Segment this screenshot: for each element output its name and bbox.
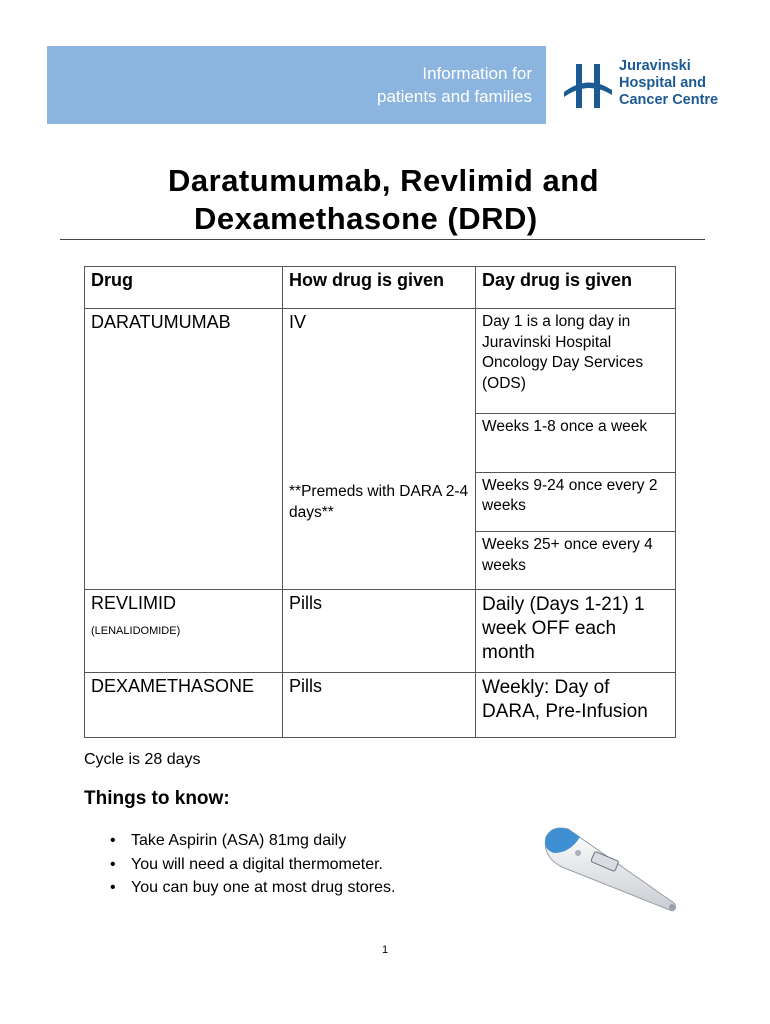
drug-subname-lenalidomide: (LENALIDOMIDE) (91, 625, 181, 637)
schedule-revlimid: Daily (Days 1-21) 1 week OFF each month (482, 594, 645, 663)
route-cell-daratumumab (283, 309, 476, 590)
route-daratumumab: IV (289, 312, 307, 332)
route-cell-revlimid (283, 590, 476, 673)
header-day-given: Day drug is given (476, 267, 676, 309)
logo-line-2: Hospital and (619, 75, 707, 91)
schedule-cell (476, 532, 676, 590)
logo-line-3: Cancer Centre (619, 92, 719, 108)
route-revlimid: Pills (289, 593, 323, 613)
title-line-1: Daratumumab, Revlimid and (168, 163, 600, 198)
logo-text (619, 58, 749, 109)
table-row (85, 309, 676, 414)
drug-cell-daratumumab (85, 309, 283, 590)
schedule-dara-weeks-9-24: Weeks 9-24 once every 2 weeks (482, 476, 658, 515)
header-how-given: How drug is given (283, 267, 476, 309)
schedule-dexamethasone: Weekly: Day of DARA, Pre-Infusion (482, 677, 648, 722)
cycle-note: Cycle is 28 days (84, 751, 201, 768)
thermometer-image (540, 823, 680, 915)
list-item: • You will need a digital thermometer. (131, 853, 395, 877)
drug-cell-dexamethasone (85, 673, 283, 738)
schedule-cell (476, 472, 676, 531)
drug-name-revlimid: REVLIMID (91, 593, 177, 613)
drug-name-dexamethasone: DEXAMETHASONE (91, 676, 255, 696)
drug-table (84, 266, 676, 738)
drug-name-daratumumab: DARATUMUMAB (91, 312, 231, 332)
things-list (84, 829, 395, 900)
hospital-logo-icon (562, 60, 614, 112)
hospital-logo (562, 58, 742, 118)
logo-line-1: Juravinski (619, 58, 691, 74)
schedule-cell-dexamethasone (476, 673, 676, 738)
title-line-2: Dexamethasone (DRD) (194, 201, 538, 236)
header-drug: Drug (85, 267, 283, 309)
list-item: • Take Aspirin (ASA) 81mg daily (131, 829, 395, 853)
table-row (85, 590, 676, 673)
banner-line-2: patients and families (377, 87, 532, 106)
schedule-cell (476, 309, 676, 414)
schedule-cell (476, 413, 676, 472)
page-number: 1 (382, 944, 389, 956)
schedule-dara-day1: Day 1 is a long day in Juravinski Hospital Oncology Day Services (ODS) (482, 313, 644, 392)
schedule-cell-revlimid (476, 590, 676, 673)
table-row (85, 673, 676, 738)
drug-cell-revlimid (85, 590, 283, 673)
premeds-note: **Premeds with DARA 2-4 days** (289, 483, 469, 521)
schedule-dara-weeks-25: Weeks 25+ once every 4 weeks (482, 536, 653, 574)
things-to-know-heading: Things to know: (84, 788, 230, 809)
banner-line-1: Information for (422, 64, 532, 83)
page-title (60, 163, 705, 240)
thermometer-icon (540, 823, 680, 915)
banner-text (312, 62, 532, 108)
list-item: • You can buy one at most drug stores. (131, 876, 395, 900)
header-banner (47, 46, 546, 124)
route-dexamethasone: Pills (289, 676, 323, 696)
schedule-dara-weeks-1-8: Weeks 1-8 once a week (482, 417, 648, 435)
route-cell-dexamethasone (283, 673, 476, 738)
table-header-row (85, 267, 676, 309)
